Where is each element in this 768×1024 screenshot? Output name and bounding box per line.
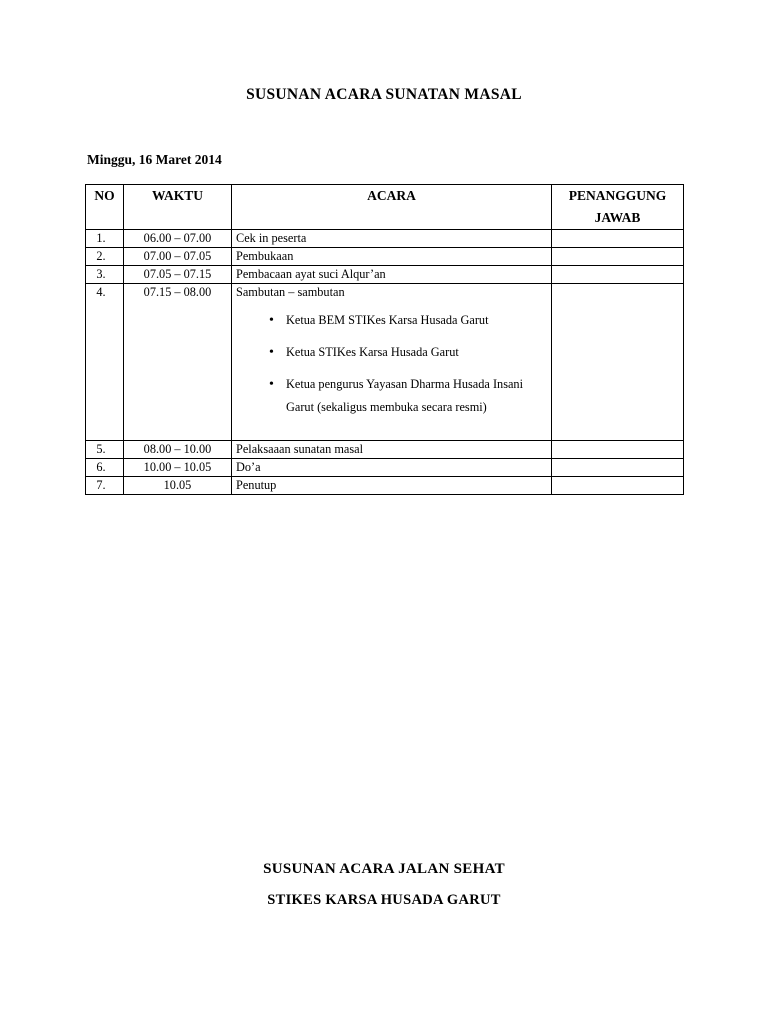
bullet-icon: • <box>269 345 274 360</box>
list-item-label: Ketua BEM STIKes Karsa Husada Garut <box>286 313 489 327</box>
footer <box>0 861 768 909</box>
column-header-penanggung-jawab-line2: JAWAB <box>594 210 641 225</box>
cell-penanggung-jawab <box>552 459 684 477</box>
column-header-penanggung-jawab-line1: PENANGGUNG <box>568 188 667 203</box>
column-header-no: NO <box>86 185 124 230</box>
table-row <box>86 284 684 441</box>
schedule-table <box>85 184 684 495</box>
cell-penanggung-jawab <box>552 441 684 459</box>
table-header <box>86 185 684 230</box>
list-item <box>236 373 551 419</box>
cell-acara: Cek in peserta <box>232 230 552 248</box>
bullet-icon: • <box>269 377 274 392</box>
cell-waktu: 07.15 – 08.00 <box>124 284 232 441</box>
cell-no: 1. <box>86 230 124 248</box>
cell-acara-heading: Sambutan – sambutan <box>236 285 345 299</box>
cell-waktu: 10.00 – 10.05 <box>124 459 232 477</box>
event-date: Minggu, 16 Maret 2014 <box>87 152 222 167</box>
table-row <box>86 248 684 266</box>
cell-penanggung-jawab <box>552 266 684 284</box>
cell-penanggung-jawab <box>552 248 684 266</box>
cell-no: 2. <box>86 248 124 266</box>
list-item <box>236 341 551 364</box>
cell-acara: Pelaksaaan sunatan masal <box>232 441 552 459</box>
cell-no: 5. <box>86 441 124 459</box>
cell-waktu: 07.00 – 07.05 <box>124 248 232 266</box>
table-body <box>86 230 684 495</box>
table-row <box>86 266 684 284</box>
list-item <box>236 309 551 332</box>
cell-waktu: 10.05 <box>124 477 232 495</box>
footer-title: SUSUNAN ACARA JALAN SEHAT <box>263 861 505 877</box>
cell-penanggung-jawab <box>552 230 684 248</box>
cell-acara: Do’a <box>232 459 552 477</box>
table-row <box>86 477 684 495</box>
cell-acara: Pembukaan <box>232 248 552 266</box>
column-header-waktu: WAKTU <box>124 185 232 230</box>
cell-acara: Penutup <box>232 477 552 495</box>
list-item-label: Ketua STIKes Karsa Husada Garut <box>286 345 459 359</box>
column-header-penanggung-jawab <box>552 185 684 230</box>
cell-waktu: 07.05 – 07.15 <box>124 266 232 284</box>
cell-penanggung-jawab <box>552 284 684 441</box>
table-header-row <box>86 185 684 230</box>
table-row <box>86 230 684 248</box>
cell-no: 4. <box>86 284 124 441</box>
cell-acara <box>232 284 552 441</box>
bullet-icon: • <box>269 313 274 328</box>
list-item-label: Ketua pengurus Yayasan Dharma Husada Insani Garut (sekaligus membuka secara resmi) <box>286 377 523 414</box>
page-title: SUSUNAN ACARA SUNATAN MASAL <box>246 86 522 103</box>
cell-no: 3. <box>86 266 124 284</box>
cell-penanggung-jawab <box>552 477 684 495</box>
table-row <box>86 459 684 477</box>
cell-no: 7. <box>86 477 124 495</box>
cell-waktu: 06.00 – 07.00 <box>124 230 232 248</box>
acara-bullet-list <box>236 309 551 419</box>
cell-no: 6. <box>86 459 124 477</box>
column-header-acara: ACARA <box>232 185 552 230</box>
footer-subtitle: STIKES KARSA HUSADA GARUT <box>267 892 501 908</box>
cell-acara: Pembacaan ayat suci Alqur’an <box>232 266 552 284</box>
table-row <box>86 441 684 459</box>
cell-waktu: 08.00 – 10.00 <box>124 441 232 459</box>
